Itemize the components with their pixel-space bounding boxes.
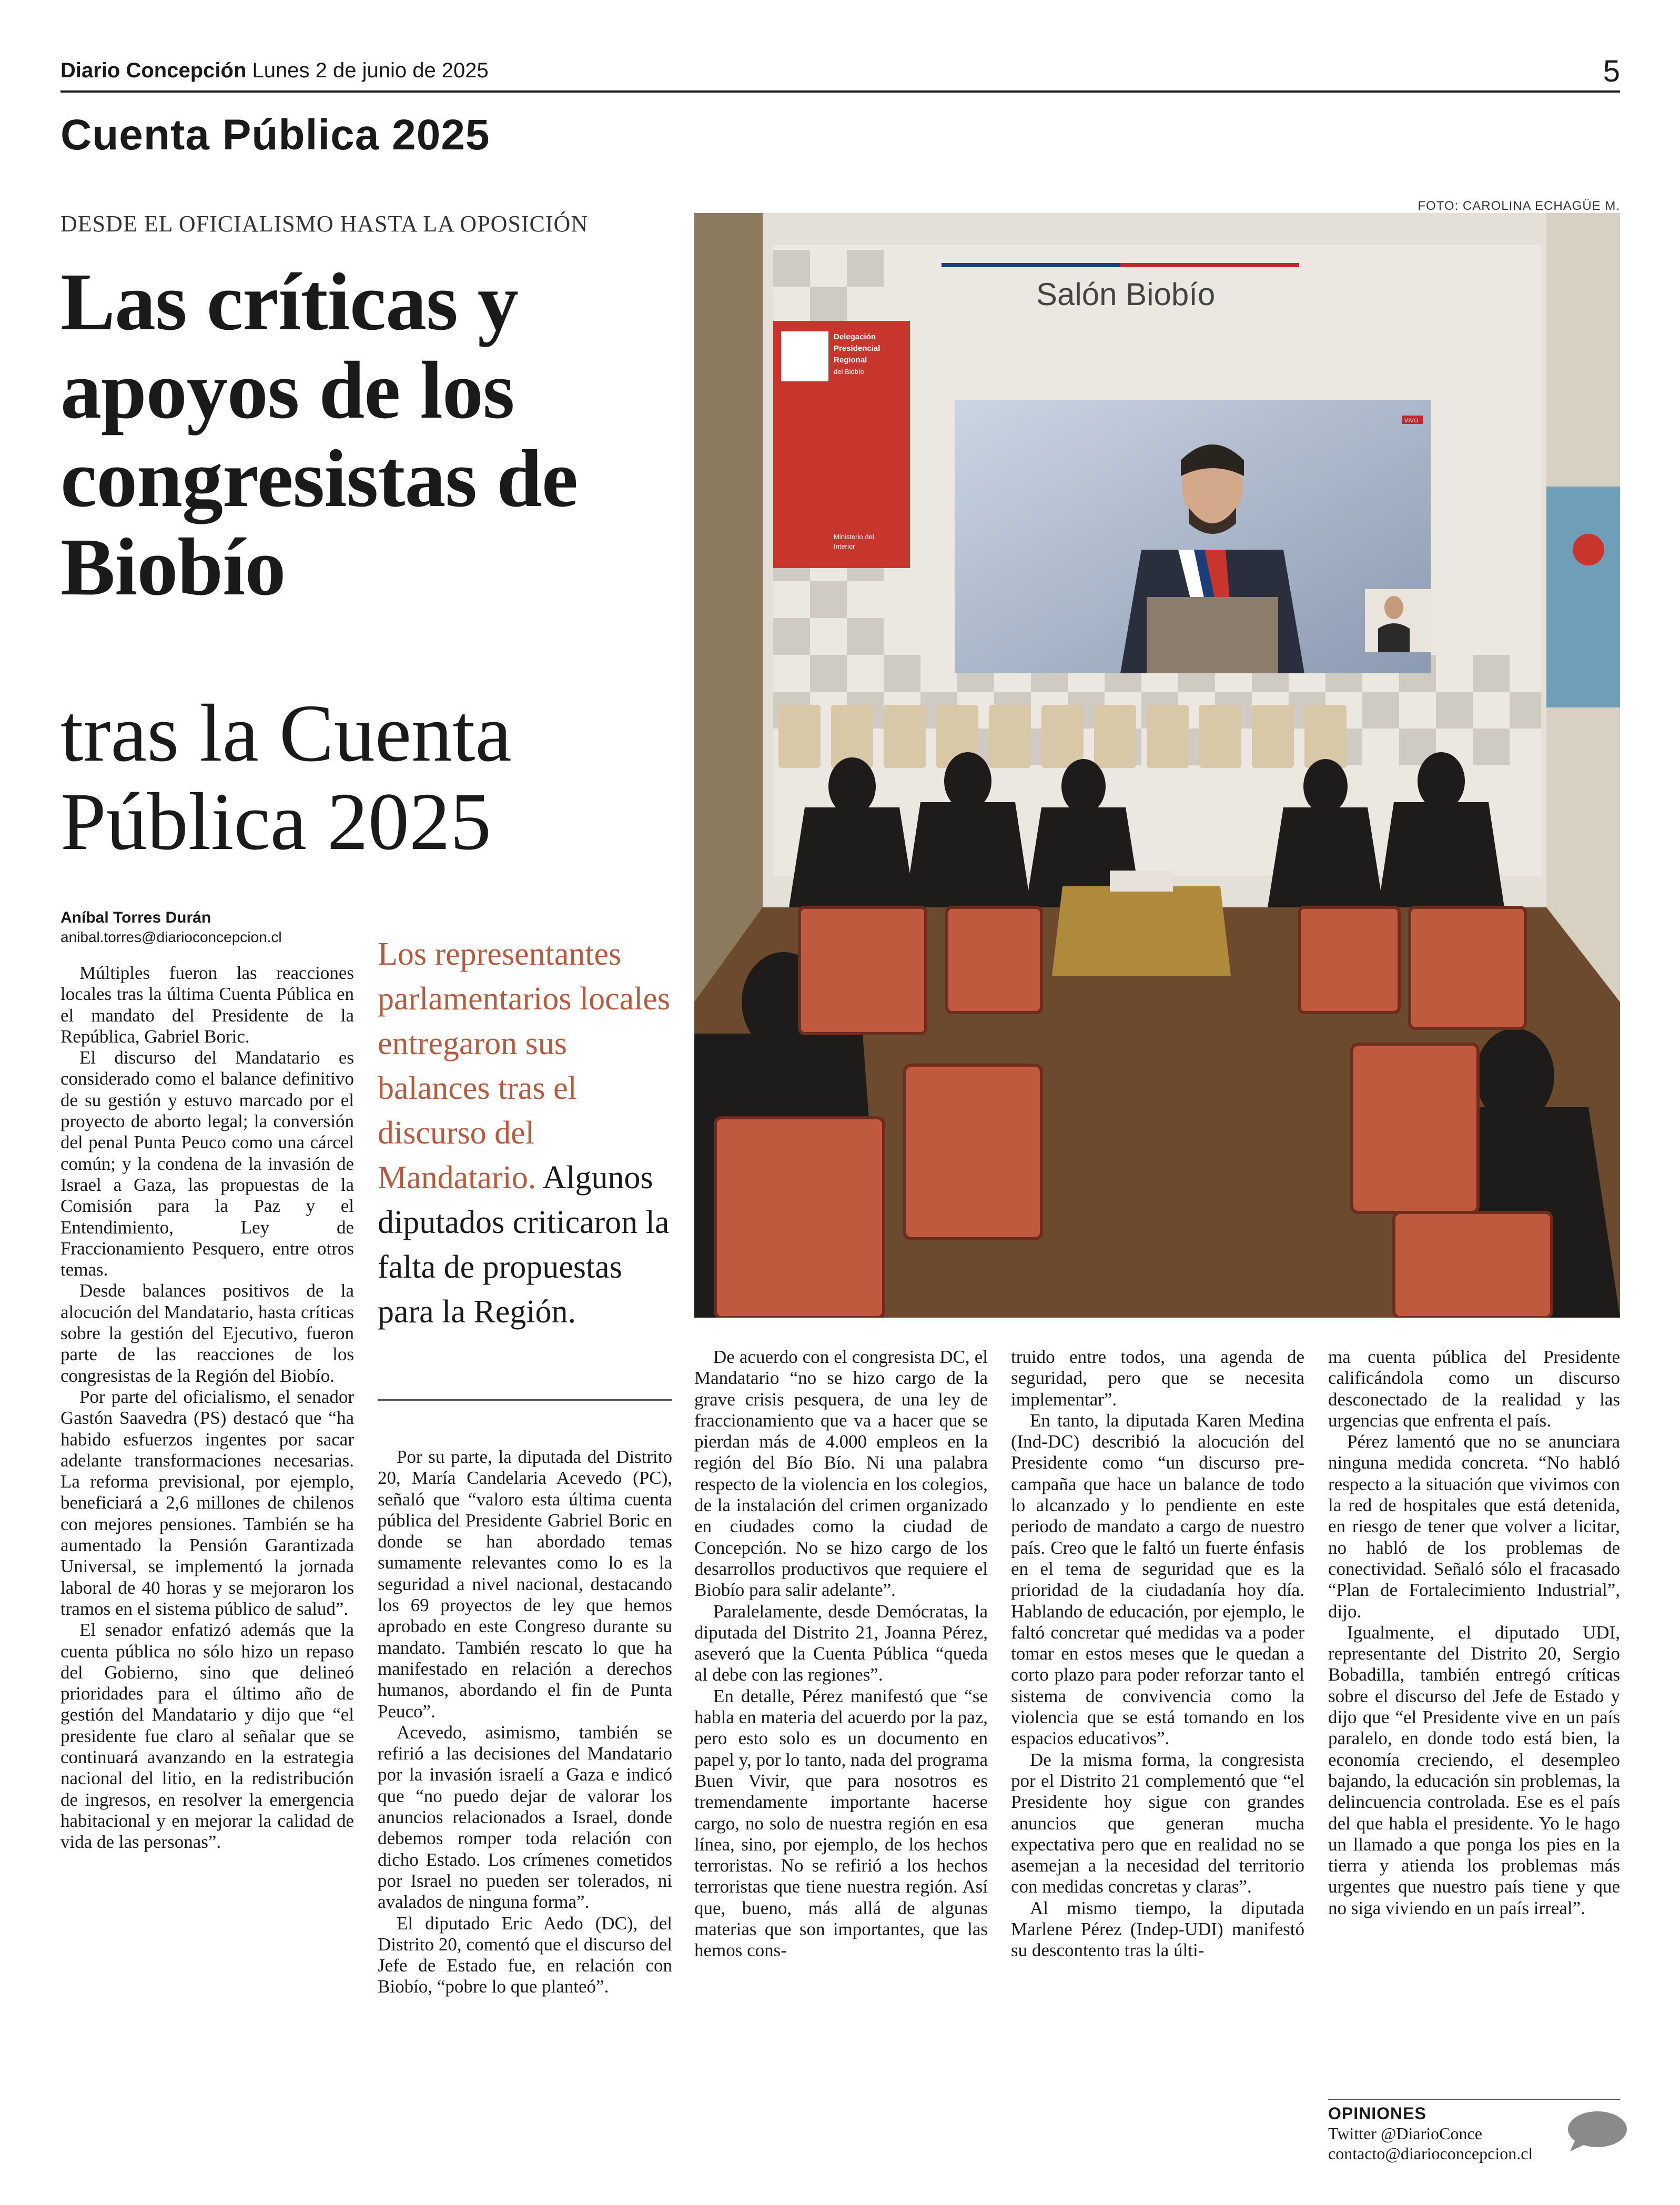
body-column-1 <box>60 963 354 1853</box>
banner-footer-1: Ministerio del <box>834 533 874 541</box>
paragraph: Múltiples fueron las reacciones locales tras la última Cuenta Pública en el mandato del Presidente de la República, Gabriel Boric. <box>60 963 354 1047</box>
paragraph: ma cuenta pública del Presidente calificándola como un discurso desconectado de la realidad y las urgencias que enfrenta el país. <box>1328 1347 1620 1431</box>
section-title: Cuenta Pública 2025 <box>60 111 490 159</box>
footer-rule <box>1328 2099 1620 2100</box>
banner-footer-2: Interior <box>834 542 855 550</box>
body-column-4 <box>1011 1347 1304 1961</box>
screen-room-label: Salón Biobío <box>1036 277 1216 312</box>
paragraph: truido entre todos, una agenda de seguridad, pero que se necesita implementar”. <box>1011 1347 1304 1410</box>
page-number: 5 <box>1603 54 1620 88</box>
paragraph: Por parte del oficialismo, el senador Gastón Saavedra (PS) destacó que “ha habido esfuerzos ingentes por sacar adelante transformaciones necesarias. La reforma previsional, por ejemplo, beneficiará a 2,6 millones de chilenos con mejores pensiones. También se ha aumentado la Pensión Garantizada Universal, se implementó la jornada laboral de 40 horas y se mejoraron los tramos en el sistema público de salud”. <box>60 1386 354 1619</box>
paragraph: De la misma forma, la congresista por el Distrito 21 complementó que “el Presidente hoy sigue con grandes anuncios que generan mucha expectativa pero que en realidad no se asemejan a la necesidad del territorio con medidas concretas y claras”. <box>1011 1749 1304 1897</box>
banner-line-3: Regional <box>834 356 867 365</box>
paragraph: En tanto, la diputada Karen Medina (Ind-DC) describió la alocución del Presidente como “un discurso pre-campaña que hace un balance de todo lo alcanzado y lo pendiente en este periodo de mandato a cargo de nuestro país. Creo que le faltó un fuerte énfasis en el tema de seguridad que es la prioridad de la ciudadanía hoy día. Hablando de educación, por ejemplo, le faltó concretar qué medidas va a poder tomar en estos meses que le quedan a corto plazo para poder reforzar tanto el sistema de convivencia como la violencia que se está tomando en los espacios educativos”. <box>1011 1410 1304 1749</box>
kicker: DESDE EL OFICIALISMO HASTA LA OPOSICIÓN <box>60 211 589 237</box>
masthead <box>60 54 1620 90</box>
paper-name: Diario Concepción <box>60 59 247 82</box>
paragraph: Desde balances positivos de la alocución del Mandatario, hasta críticas sobre la gestión del Ejecutivo, fueron parte de las reacciones de los congresistas de la Región del Biobío. <box>60 1280 354 1386</box>
paragraph: De acuerdo con el congresista DC, el Mandatario “no se hizo cargo de la grave crisis pesquera, de una ley de fraccionamiento que va a hacer que se pierdan más de 4.000 empleos en la región del Bío Bío. Ni una palabra respecto de la violencia en los colegios, de la instalación del crimen organizado en ciudades como la ciudad de Concepción. No se hizo cargo de los desarrollos productivos que requiere el Biobío para salir adelante”. <box>694 1347 988 1601</box>
headline-light: tras la Cuenta Pública 2025 <box>60 687 512 867</box>
opinions-title: OPINIONES <box>1328 2104 1426 2123</box>
body-column-2 <box>378 1447 672 1998</box>
paragraph: El diputado Eric Aedo (DC), del Distrito 20, comentó que el discurso del Jefe de Estado fue, en relación con Biobío, “pobre lo que planteó”. <box>378 1913 672 1997</box>
banner-line-4: del Biobío <box>834 368 864 376</box>
paragraph: Acevedo, asimismo, también se refirió a las decisiones del Mandatario por la invasión israelí a Gaza e indicó que “no puedo dejar de valorar los anuncios relacionados a Israel, donde debemos romper toda relación con dicho Estado. Los crímenes cometidos por Israel no pueden ser tolerados, ni avalados de ninguna forma”. <box>378 1722 672 1913</box>
contact-email[interactable]: contacto@diarioconcepcion.cl <box>1328 2144 1533 2163</box>
photo-credit: FOTO: CAROLINA ECHAGÜE M. <box>1418 199 1620 213</box>
banner-line-2: Presidencial <box>834 344 881 353</box>
speech-bubble-icon <box>1565 2109 1628 2152</box>
article-photo <box>694 213 1620 1318</box>
paragraph: Por su parte, la diputada del Distrito 20, María Candelaria Acevedo (PC), señaló que “valoro esta última cuenta pública del Presidente Gabriel Boric en donde se han abordado temas sumamente relevantes como lo es la seguridad a nivel nacional, destacando los 69 proyectos de ley que hemos aprobado en este Congreso durante su mandato. También rescato lo que ha manifestado en relación a derechos humanos, abordando el fin de Punta Peuco”. <box>378 1447 672 1722</box>
pull-quote <box>378 932 672 1334</box>
photo-illustration <box>694 213 1620 1318</box>
paragraph: Igualmente, el diputado UDI, representante del Distrito 20, Sergio Bobadilla, también entregó críticas sobre el discurso del Jefe de Estado y dijo que “el Presidente vive en un país paralelo, en donde todo está bien, la economía creciendo, el desempleo bajando, la educación sin problemas, la delincuencia controlada. Ese es el país del que habla el presidente. Yo le hago un llamado a que ponga los pies en la tierra y atienda los problemas más urgentes que nuestro país tiene y que no siga viviendo en un país irreal”. <box>1328 1622 1620 1918</box>
twitter-handle[interactable]: Twitter @DiarioConce <box>1328 2124 1482 2143</box>
banner-line-1: Delegación <box>834 332 876 341</box>
body-column-3 <box>694 1347 988 1961</box>
pull-quote-dark: Algunos diputados criticaron la falta de propuestas para la Región. <box>378 1160 670 1330</box>
paragraph: El senador enfatizó además que la cuenta pública no sólo hizo un repaso del Gobierno, sino que delineó prioridades para el último año de gestión del Mandatario y dijo que “el presidente fue claro al señalar que se continuará avanzando en la estrategia nacional del litio, en la redistribución de ingresos, en resolver la emergencia habitacional y en mejorar la calidad de vida de las personas”. <box>60 1620 354 1853</box>
live-tag: VIVO <box>1404 418 1419 424</box>
byline <box>60 909 282 946</box>
headline-bold: Las críticas y apoyos de los congresistas de Biobío <box>60 256 578 612</box>
author-name: Aníbal Torres Durán <box>60 909 211 926</box>
pull-quote-red: Los representantes parlamentarios locales entregaron sus balances tras el discurso del Mandatario. <box>378 936 671 1196</box>
paragraph: El discurso del Mandatario es considerado como el balance definitivo de su gestión y estuvo marcado por el proyecto de aborto legal; la conversión del penal Punta Peuco como una cárcel común; y la condena de la invasión de Israel a Gaza, las propuestas de la Comisión para la Paz y el Entendimiento, Ley de Fraccionamiento Pesquero, entre otros temas. <box>60 1047 354 1280</box>
paragraph: Paralelamente, desde Demócratas, la diputada del Distrito 21, Joanna Pérez, aseveró que la Cuenta Pública “queda al debe con las regiones”. <box>694 1601 988 1685</box>
pull-quote-rule <box>378 1399 672 1401</box>
paragraph: En detalle, Pérez manifestó que “se habla en materia del acuerdo por la paz, pero esto solo es un documento en papel y, por lo tanto, nada del programa Buen Vivir, que para nosotros es tremendamente importante hacerse cargo, no solo de nuestra región en esa línea, sino, por ejemplo, de los hechos terroristas. No se refirió a los hechos terroristas que tiene nuestra región. Así que, bueno, más allá de algunas materias que son importantes, que las hemos cons- <box>694 1685 988 1961</box>
paragraph: Al mismo tiempo, la diputada Marlene Pérez (Indep-UDI) manifestó su descontento tras la últi- <box>1011 1897 1304 1961</box>
issue-date: Lunes 2 de junio de 2025 <box>252 59 489 82</box>
author-email: anibal.torres@diarioconcepcion.cl <box>60 929 282 945</box>
body-column-5 <box>1328 1347 1620 1919</box>
paragraph: Pérez lamentó que no se anunciara ninguna medida concreta. “No habló respecto a la situación que vivimos con la red de hospitales que está detenida, en riesgo de tener que volver a licitar, no habló de los problemas de conectividad. Señaló sólo el fracasado “Plan de Fortalecimiento Industrial”, dijo. <box>1328 1431 1620 1622</box>
masthead-rule <box>60 90 1620 93</box>
